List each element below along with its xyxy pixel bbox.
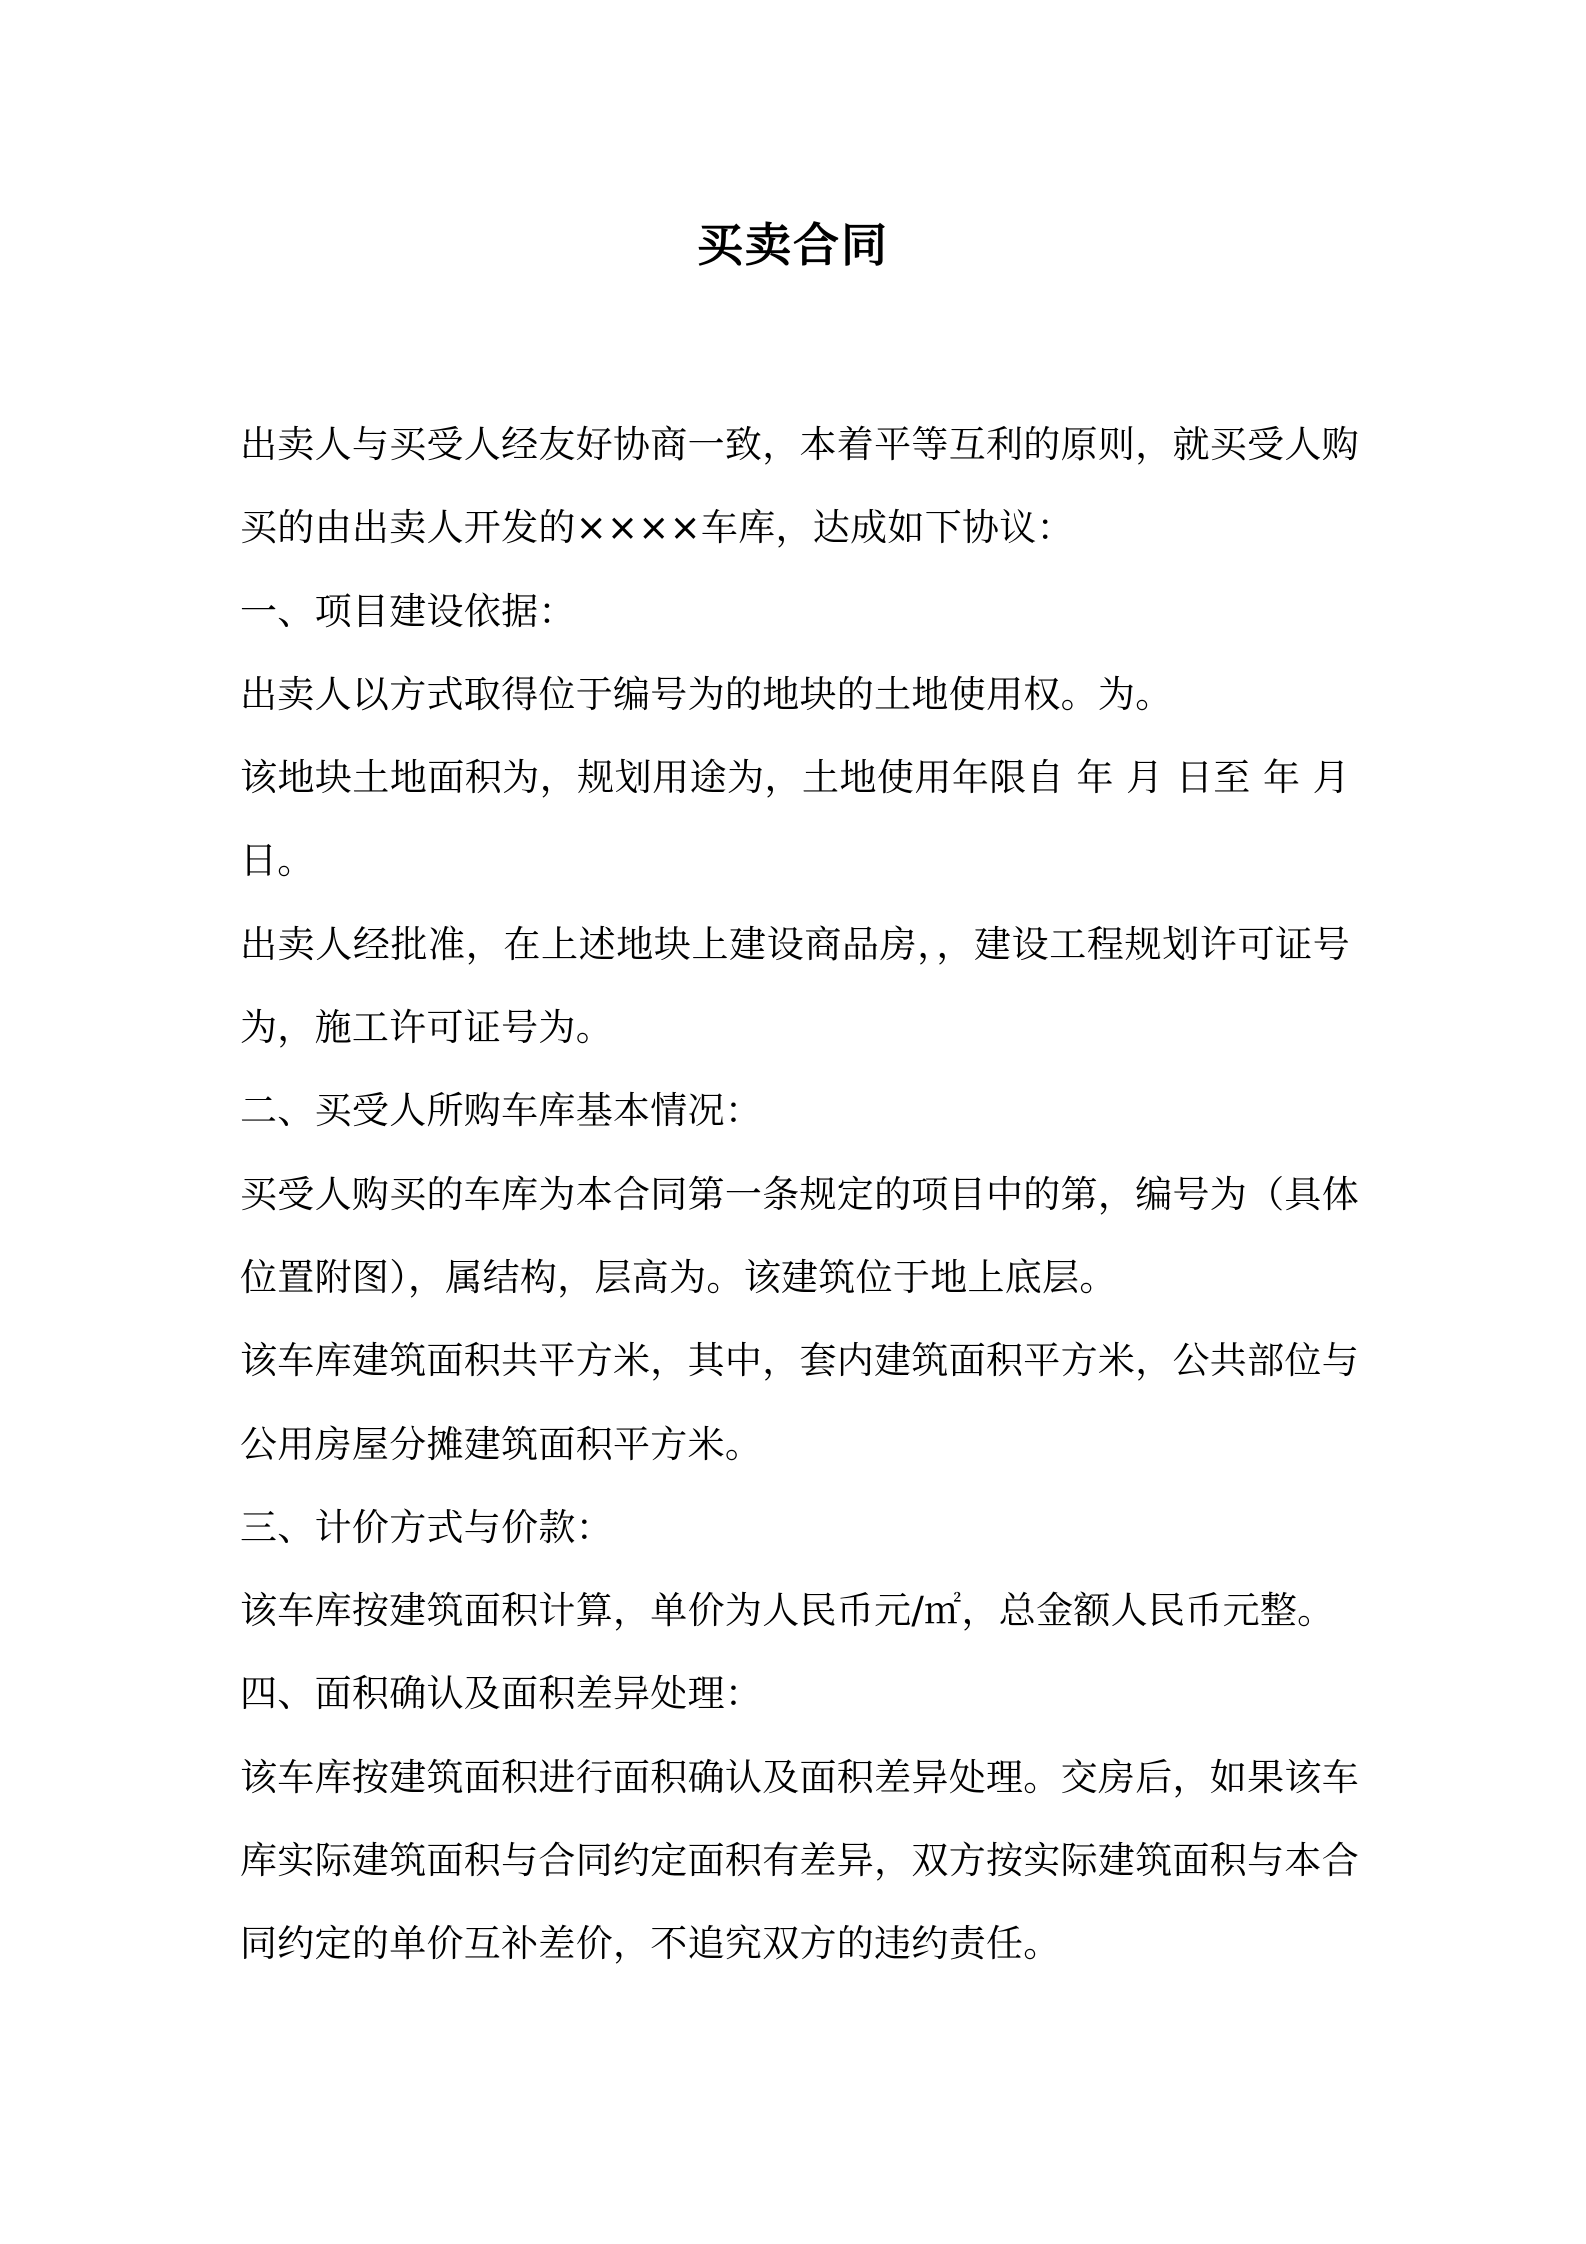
- paragraph-line: 该地块土地面积为，规划用途为，土地使用年限自 年 月 日至 年 月: [240, 756, 1350, 800]
- section-heading: 二、买受人所购车库基本情况：: [240, 1089, 763, 1133]
- paragraph-line: 买的由出卖人开发的××××车库，达成如下协议：: [240, 506, 1074, 550]
- paragraph-line: 日。: [240, 839, 315, 883]
- document-title: 买卖合同: [697, 218, 889, 272]
- section-heading: 四、面积确认及面积差异处理：: [240, 1672, 763, 1716]
- paragraph-line: 出卖人以方式取得位于编号为的地块的土地使用权。为。: [240, 672, 1173, 716]
- paragraph-line: 库实际建筑面积与合同约定面积有差异，双方按实际建筑面积与本合: [240, 1839, 1359, 1883]
- paragraph-line: 出卖人经批准，在上述地块上建设商品房，，建设工程规划许可证号: [240, 922, 1350, 966]
- paragraph-line: 该车库按建筑面积进行面积确认及面积差异处理。交房后，如果该车: [240, 1755, 1359, 1799]
- section-heading: 三、计价方式与价款：: [240, 1505, 613, 1549]
- paragraph-line: 为，施工许可证号为。: [240, 1006, 613, 1050]
- document-body: [240, 403, 1359, 1986]
- paragraph-line: 出卖人与买受人经友好协商一致，本着平等互利的原则，就买受人购: [240, 423, 1359, 466]
- paragraph-line: 位置附图），属结构，层高为。该建筑位于地上底层。: [240, 1255, 1117, 1299]
- paragraph-line: 该车库建筑面积共平方米，其中，套内建筑面积平方米，公共部位与: [240, 1339, 1359, 1383]
- section-heading: 一、项目建设依据：: [240, 589, 576, 633]
- paragraph-line: 公用房屋分摊建筑面积平方米。: [240, 1422, 763, 1466]
- paragraph-line: 该车库按建筑面积计算，单价为人民币元/㎡，总金额人民币元整。: [240, 1589, 1335, 1633]
- paragraph-line: 买受人购买的车库为本合同第一条规定的项目中的第，编号为（具体: [240, 1172, 1359, 1216]
- paragraph-line: 同约定的单价互补差价，不追究双方的违约责任。: [240, 1922, 1061, 1966]
